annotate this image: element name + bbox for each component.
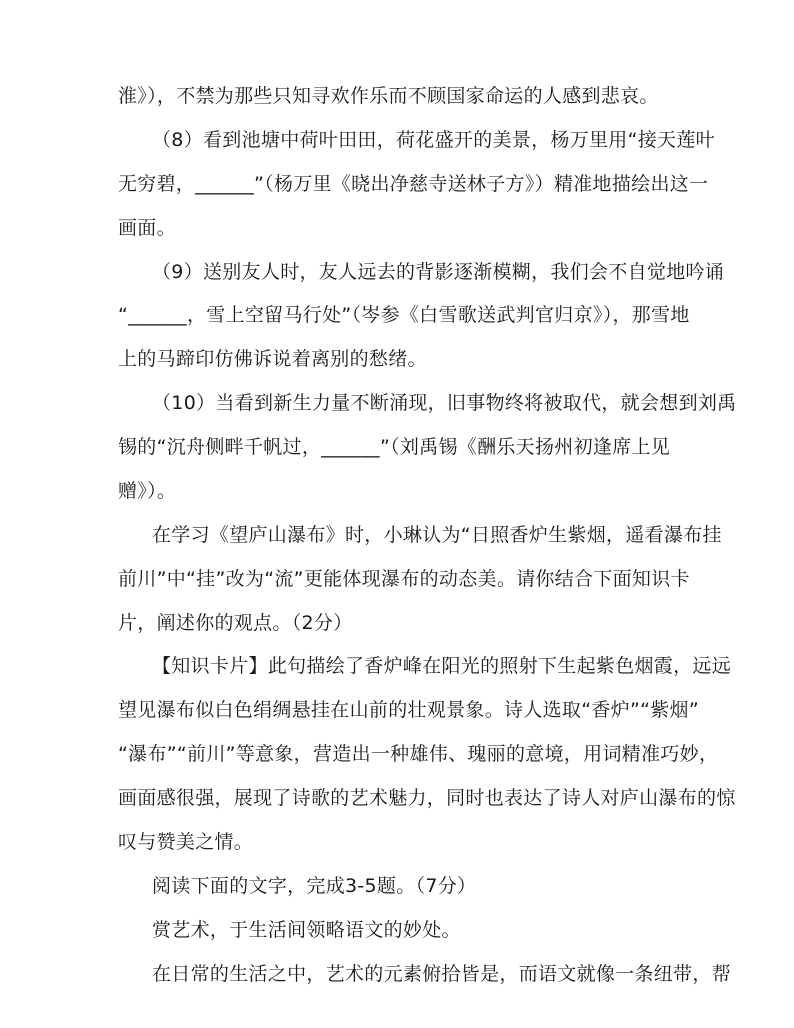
text-line: （10）当看到新生力量不断涌现，旧事物终将被取代，就会想到刘禹: [152, 392, 737, 414]
text-line: 画面。: [118, 217, 176, 239]
text-line: 阅读下面的文字，完成3-5题。（7分）: [152, 875, 477, 897]
text-line: 叹与赞美之情。: [118, 831, 254, 853]
text-line: （8）看到池塘中荷叶田田，荷花盛开的美景，杨万里用“接天莲叶: [152, 129, 715, 151]
text-line: “瀑布”“前川”等意象，营造出一种雄伟、瑰丽的意境，用词精准巧妙，: [118, 743, 719, 765]
text-line: 画面感很强，展现了诗歌的艺术魅力，同时也表达了诗人对庐山瀑布的惊: [118, 787, 736, 809]
text-line: “______，雪上空留马行处”（岑参《白雪歌送武判官归京》），那雪地: [118, 304, 690, 326]
text-line: 赠》）。: [118, 480, 177, 502]
text-line: 在学习《望庐山瀑布》时，小琳认为“日照香炉生紫烟，遥看瀑布挂: [152, 524, 722, 546]
text-line: 在日常的生活之中，艺术的元素俯拾皆是，而语文就像一条纽带，帮: [152, 963, 732, 985]
text-line: 上的马蹄印仿佛诉说着离别的愁绪。: [118, 348, 427, 370]
text-line: 前川”中“挂”改为“流”更能体现瀑布的动态美。请你结合下面知识卡: [118, 568, 690, 590]
text-line: 锡的“沉舟侧畔千帆过，______”（刘禹锡《酬乐天扬州初逢席上见: [118, 436, 671, 458]
text-line: （9）送别友人时，友人远去的背影逐渐模糊，我们会不自觉地吟诵: [152, 261, 725, 283]
text-line: 望见瀑布似白色绢绸悬挂在山前的壮观景象。诗人选取“香炉”“紫烟”: [118, 699, 699, 721]
text-line: 淮》），不禁为那些只知寻欢作乐而不顾国家命运的人感到悲哀。: [118, 85, 659, 107]
text-line: 无穷碧，______”（杨万里《晓出净慈寺送林子方》）精准地描绘出这一: [118, 173, 709, 195]
text-line: 片，阐述你的观点。（2分）: [118, 612, 353, 634]
text-line: 赏艺术，于生活间领略语文的妙处。: [152, 919, 461, 941]
text-line: 【知识卡片】此句描绘了香炉峰在阳光的照射下生起紫色烟霞，远远: [152, 655, 732, 677]
